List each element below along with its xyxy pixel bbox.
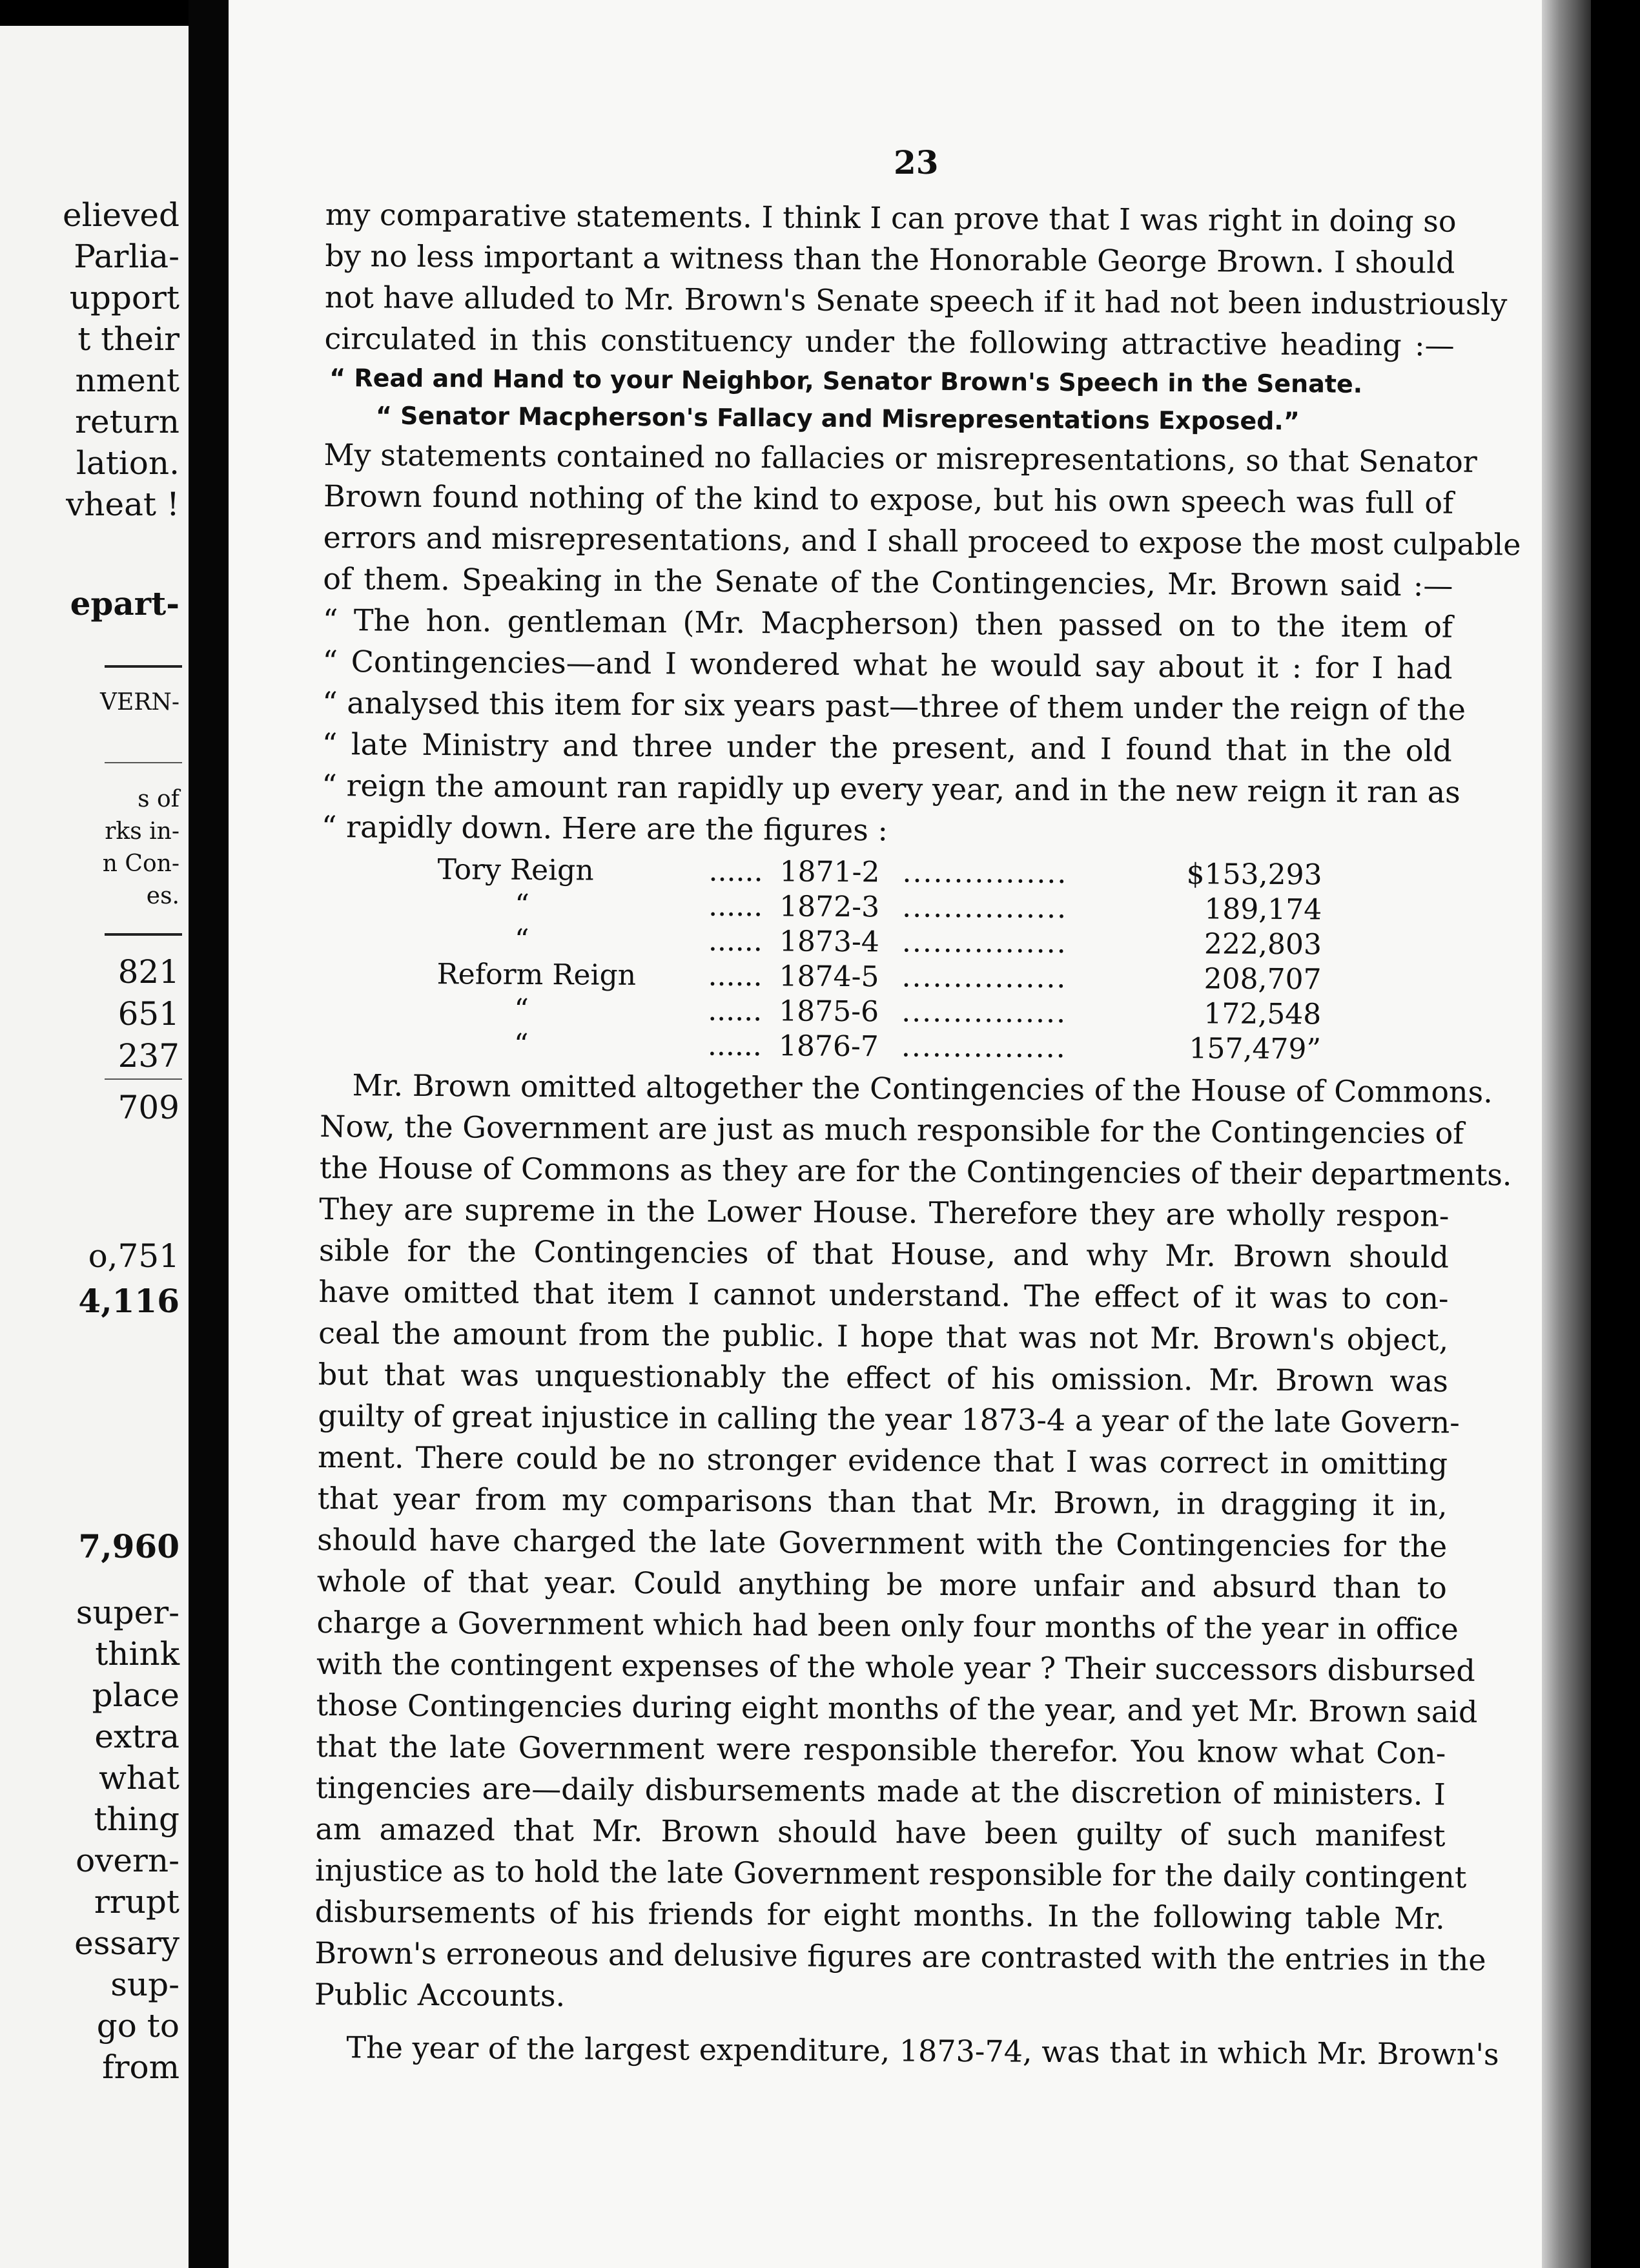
text-line: but that was unquestionably the effect of his omission. Mr. Brown was	[318, 1356, 1448, 1399]
reign-label: “	[515, 888, 529, 922]
reign-label: “	[514, 923, 529, 956]
quote-line: “ late Ministry and three under the present, and I found that in the old	[322, 726, 1452, 768]
fiscal-year: 1871-2	[779, 854, 880, 889]
leader-dots: ................	[901, 960, 1067, 995]
reign-label: “	[513, 1027, 529, 1061]
fiscal-year: 1873-4	[779, 924, 879, 958]
text-line: Mr. Brown omitted altogether the Contingencies of the House of Commons.	[352, 1067, 1493, 1110]
table-row	[437, 922, 1322, 962]
left-fragment: n Con-	[102, 850, 179, 877]
left-fragment: sup-	[110, 1966, 179, 2003]
quote-line: “ analysed this item for six years past—three of them under the reign of the	[322, 685, 1466, 727]
left-fragment: 4,116	[78, 1282, 179, 1320]
leader-dots: ......	[708, 994, 763, 1027]
table-row	[437, 852, 1322, 892]
left-fragment: what	[99, 1759, 179, 1797]
text-line: errors and misrepresentations, and I shall proceed to expose the most culpable	[323, 519, 1521, 562]
leader-dots: ................	[901, 995, 1067, 1029]
table-row	[437, 887, 1322, 927]
left-fragment: Parlia-	[74, 238, 179, 275]
left-rule	[105, 933, 182, 936]
text-line: that the late Government were responsible therefor. You know what Con-	[316, 1728, 1446, 1771]
quote-line: “ Contingencies—and I wondered what he would say about it : for I had	[322, 643, 1453, 686]
left-fragment: epart-	[70, 584, 179, 623]
left-fragment: t their	[77, 320, 179, 358]
text-line: Public Accounts.	[314, 1976, 566, 2014]
page-number: 23	[894, 143, 939, 181]
fiscal-year: 1876-7	[778, 1029, 879, 1063]
left-fragment: lation.	[76, 444, 179, 482]
text-line: They are supreme in the Lower House. Therefore they are wholly respon-	[319, 1191, 1450, 1233]
amount: 189,174	[1204, 892, 1322, 926]
left-rule	[105, 665, 182, 668]
left-fragment: think	[95, 1635, 179, 1673]
document-page	[229, 0, 1591, 2268]
left-fragment: nment	[75, 362, 179, 399]
text-line: circulated in this constituency under the following attractive heading :—	[324, 320, 1455, 363]
table-row	[436, 991, 1321, 1031]
left-fragment: super-	[76, 1594, 179, 1631]
left-fragment: vheat !	[66, 486, 179, 523]
text-line: am amazed that Mr. Brown should have been guilty of such manifest	[315, 1811, 1446, 1853]
contingencies-figures-table	[436, 852, 1322, 1066]
leader-dots: ................	[902, 855, 1068, 890]
text-line: that year from my comparisons than that Mr. Brown, in dragging it in,	[317, 1480, 1448, 1523]
left-fragment: 821	[118, 953, 179, 991]
left-rule	[105, 1078, 182, 1080]
fiscal-year: 1875-6	[779, 994, 879, 1028]
text-line: tingencies are—daily disbursements made at the discretion of ministers. I	[315, 1769, 1446, 1812]
text-line: disbursements of his friends for eight months. In the following table Mr.	[314, 1893, 1445, 1936]
left-fragment: 709	[118, 1089, 179, 1126]
left-fragment: return	[75, 403, 179, 440]
text-line: by no less important a witness than the Honorable George Brown. I should	[325, 238, 1455, 280]
text-line: with the contingent expenses of the whole year ? Their successors disbursed	[316, 1645, 1475, 1688]
text-line: of them. Speaking in the Senate of the Contingencies, Mr. Brown said :—	[323, 561, 1453, 603]
left-fragment: extra	[94, 1718, 179, 1755]
left-fragment: thing	[94, 1800, 179, 1838]
text-line: those Contingencies during eight months of the year, and yet Mr. Brown said	[316, 1687, 1478, 1729]
left-fragment: 237	[118, 1037, 179, 1075]
left-fragment: s of	[138, 786, 179, 812]
left-fragment: 7,960	[78, 1527, 179, 1565]
left-fragment: place	[92, 1676, 179, 1714]
text-line: the House of Commons as they are for the Contingencies of their departments.	[319, 1149, 1512, 1193]
reign-label: “	[514, 993, 529, 1026]
table-row	[436, 956, 1321, 996]
left-fragment: overn-	[76, 1842, 179, 1879]
headline-quote-2: “ Senator Macpherson's Fallacy and Misrepresentations Exposed.”	[375, 401, 1300, 436]
text-line: should have charged the late Government with the Contingencies for the	[317, 1521, 1448, 1564]
text-line: guilty of great injustice in calling the year 1873-4 a year of the late Govern-	[318, 1397, 1460, 1440]
table-row	[436, 1026, 1321, 1066]
leader-dots: ......	[707, 1029, 763, 1062]
text-line: Brown's erroneous and delusive figures are contrasted with the entries in the	[314, 1935, 1486, 1978]
left-fragment: elieved	[62, 196, 179, 234]
leader-dots: ......	[708, 889, 763, 923]
left-fragment: rks in-	[105, 818, 179, 845]
amount: 172,548	[1204, 996, 1322, 1031]
left-fragment: rrupt	[94, 1883, 179, 1921]
left-fragment: from	[102, 2048, 179, 2086]
text-line: ceal the amount from the public. I hope that was not Mr. Brown's object,	[318, 1315, 1449, 1357]
amount: 222,803	[1204, 927, 1322, 961]
left-fragment: o,751	[88, 1237, 179, 1275]
left-rule	[105, 762, 182, 763]
leader-dots: ................	[901, 1029, 1067, 1064]
text-line: ment. There could be no stronger evidence that I was correct in omitting	[317, 1439, 1448, 1481]
left-fragment: 651	[118, 995, 179, 1033]
text-line: sible for the Contingencies of that House, and why Mr. Brown should	[318, 1232, 1450, 1275]
page-edge-shadow	[1542, 0, 1591, 2268]
quote-line: “ The hon. gentleman (Mr. Macpherson) then passed on to the item of	[322, 602, 1453, 644]
text-line: charge a Government which had been only four months of the year in office	[316, 1604, 1459, 1647]
text-line: My statements contained no fallacies or misrepresentations, so that Senator	[323, 437, 1477, 479]
text-line: Brown found nothing of the kind to expose, but his own speech was full of	[323, 478, 1454, 521]
text-line: injustice as to hold the late Government responsible for the daily contingent	[314, 1852, 1467, 1895]
amount: 157,479”	[1189, 1031, 1322, 1066]
book-gutter	[189, 0, 229, 2268]
leader-dots: ......	[708, 959, 763, 993]
left-fragment: es.	[146, 883, 179, 909]
left-fragment: essary	[74, 1924, 179, 1962]
leader-dots: ................	[901, 925, 1067, 960]
leader-dots: ................	[902, 890, 1068, 925]
quote-line: “ rapidly down. Here are the figures :	[321, 809, 888, 848]
text-line: my comparative statements. I think I can prove that I was right in doing so	[325, 196, 1457, 239]
left-fragment: VERN-	[99, 689, 179, 716]
previous-page-fragment	[0, 26, 189, 2268]
amount: 208,707	[1204, 962, 1322, 996]
text-line: not have alluded to Mr. Brown's Senate speech if it had not been industriously	[324, 279, 1508, 322]
leader-dots: ......	[708, 924, 763, 958]
text-line: have omitted that item I cannot understand. The effect of it was to con-	[318, 1273, 1449, 1316]
left-fragment: go to	[96, 2007, 179, 2045]
leader-dots: ......	[708, 854, 763, 888]
text-line: Now, the Government are just as much responsible for the Contingencies of	[320, 1108, 1464, 1151]
fiscal-year: 1874-5	[779, 959, 879, 993]
page-body	[314, 194, 1521, 2075]
reign-label: Tory Reign	[437, 852, 594, 887]
left-fragment: upport	[69, 279, 179, 316]
fiscal-year: 1872-3	[779, 889, 880, 923]
reign-label: Reform Reign	[436, 957, 637, 992]
text-line: The year of the largest expenditure, 1873-74, was that in which Mr. Brown's	[346, 2030, 1499, 2072]
headline-quote-1: “ Read and Hand to your Neighbor, Senator Brown's Speech in the Senate.	[329, 364, 1363, 398]
amount: $153,293	[1186, 857, 1322, 891]
quote-line: “ reign the amount ran rapidly up every year, and in the new reign it ran as	[322, 767, 1461, 810]
text-line: whole of that year. Could anything be more unfair and absurd than to	[316, 1563, 1448, 1605]
